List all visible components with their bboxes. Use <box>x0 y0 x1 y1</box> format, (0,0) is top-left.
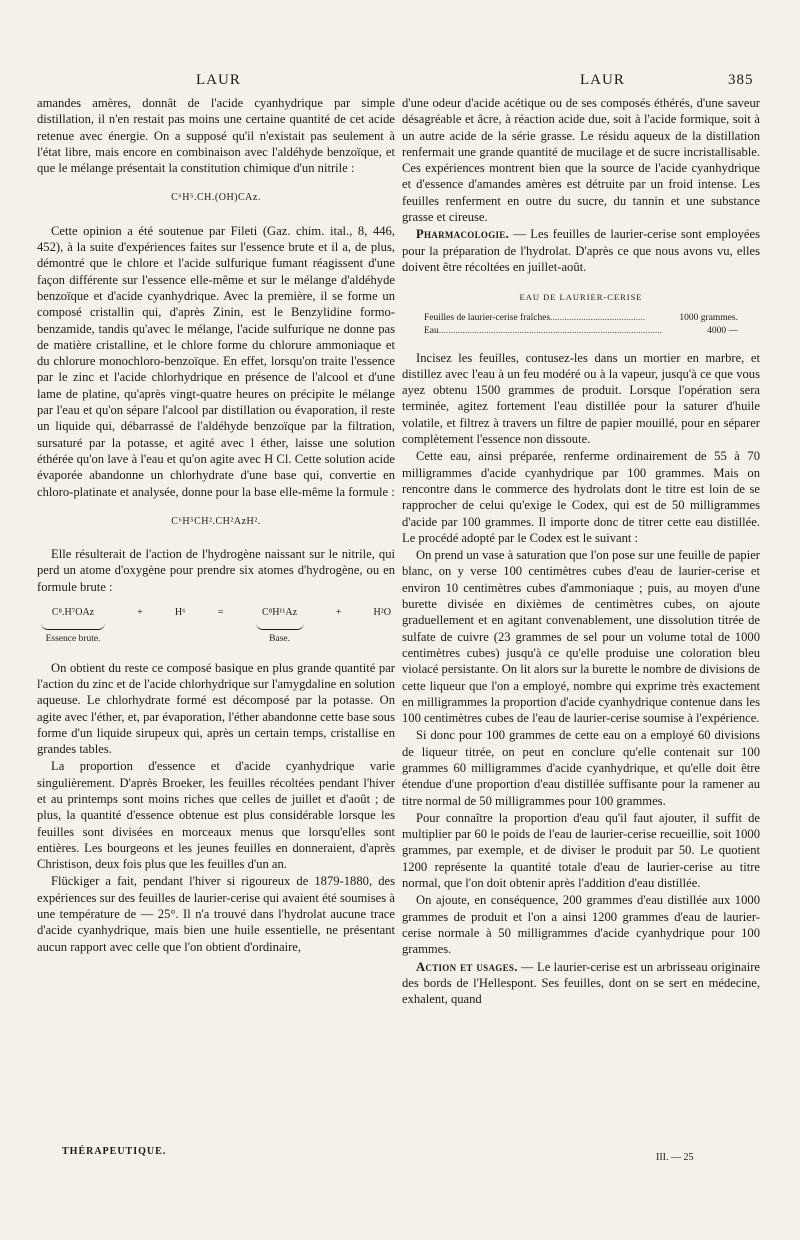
recipe-title: EAU DE LAURIER-CERISE <box>519 292 643 303</box>
ingredient-quantity: 4000 — <box>707 325 738 336</box>
footer-volume-mark: III. — 25 <box>656 1152 694 1163</box>
section-paragraph <box>402 959 760 1008</box>
reaction-equation <box>41 605 391 648</box>
recipe-row <box>424 325 738 338</box>
section-paragraph <box>402 226 760 275</box>
underbrace <box>256 623 304 630</box>
reactant-formula: H⁶ <box>174 607 186 619</box>
paragraph-text: — Le laurier-cerise est un arbrisseau originaire des bords de l'Hellespont. Ses feuilles, dont on se sert en médecine, exhalent, quand <box>402 959 760 1007</box>
right-column <box>402 95 760 1008</box>
equation-caption: Base. <box>269 634 290 645</box>
paragraph: On prend un vase à saturation que l'on pose sur une feuille de papier blanc, on y verse 100 centimètres cubes d'eau de laurier-cerise et environ 10 centimètres cubes d'ammoniaque ; puis, au moyen d'une burette divisée en dixièmes de centimètres cubes, on ajoute graduellement et en agitant convenablement, une dissolution titrée de sulfate de cuivre (23 grammes de sel pour un volume total de 1000 centimètres cubes) jusqu'à ce qu'elle produise une coloration bleu violacé persistante. On lit alors sur la burette le nombre de divisions de cette liqueur que l'on a employé, nombre qui exprime très exactement en milligrammes la proportion d'acide cyanhydrique contenue dans les 100 centimètres cubes de l'eau de laurier-cerise soumise à l'expérience. <box>402 548 760 726</box>
paragraph: Pour connaître la proportion d'eau qu'il faut ajouter, il suffit de multiplier par 60 le poids de l'eau de laurier-cerise recueillie, soit 1000 grammes, par exemple, et de diviser le produit par 50. Le quotient 1200 représente la quantité totale d'eau de laurier-cerise au titre normal, que l'on doit obtenir après l'addition d'eau distillée. <box>402 810 760 891</box>
plus-sign: + <box>335 607 342 619</box>
equation-term <box>256 605 304 648</box>
paragraph: La proportion d'essence et d'acide cyanhydrique varie singulièrement. D'après Broeker, les feuilles récoltées pendant l'hiver et au printemps sont moins riches que celles de juillet et d'août ; de plus, la quantité d'essence obtenue est plus considérable lorsque les feuilles sont divisées en morceaux menus que lorsqu'elles sont entières. Les bourgeons et les jeunes feuilles en donneraient, d'après Christison, deux fois plus que les feuilles d'un an. <box>37 759 395 872</box>
underbrace <box>41 623 105 630</box>
product-formula: C⁸H¹¹Az <box>262 607 298 619</box>
equation-term <box>41 605 105 648</box>
section-heading: Pharmacologie. <box>416 227 510 242</box>
product-formula: H²O <box>373 607 391 619</box>
leader-dots: .............................................................................................. <box>438 325 663 336</box>
paragraph: On obtient du reste ce composé basique en plus grande quantité par l'action du zinc et de l'acide chlorhydrique sur l'amygdaline en solution aqueuse. Le chlorhydrate formé est décomposé par la potasse. On agite avec l'éther, et, par évaporation, l'éther abandonne cette base sous forme d'un liquide sirupeux qui, après un certain temps, cristallise en grandes tables. <box>37 660 395 757</box>
paragraph: Flückiger a fait, pendant l'hiver si rigoureux de 1879-1880, des expériences sur des feuilles de laurier-cerise qui avaient été soumises à une température de — 25°. Il n'a trouvé dans l'hydrolat aucune trace d'acide cyanhydrique, mais bien une huile essentielle, ne présentant aucun rapport avec celle que l'on obtient d'ordinaire, <box>37 874 395 954</box>
section-heading: Action et usages. <box>416 959 518 974</box>
paragraph: d'une odeur d'acide acétique ou de ses composés éthérés, d'une saveur désagréable et âcre, à réaction acide due, soit à l'acide formique, soit à un autre acide de la série grasse. Le résidu aqueux de la distillation renfermait une grande quantité de mucilage et de sucre incristallisable. Ces expériences montrent bien que la source de l'acide cyanhydrique et d'essence d'amandes amères est détruite par un froid intense. Les feuilles renferment en outre du sucre, du tannin et une substance grasse et cireuse. <box>402 96 760 225</box>
recipe-row <box>424 312 738 325</box>
equation-caption: Essence brute. <box>45 634 101 645</box>
page-number: 385 <box>728 72 754 88</box>
chemical-formula: C⁶H⁵CH².CH²AzH². <box>171 515 261 527</box>
paragraph: amandes amères, donnât de l'acide cyanhydrique par simple distillation, il n'en restait pas moins une certaine quantité de cet acide retenue avec énergie. On a supposé qu'il n'existait pas seulement à l'état libre, mais encore en combinaison avec l'aldéhyde benzoïque, et que le mélange présentait la constitution chimique d'un nitrile : <box>37 96 395 176</box>
chemical-formula: C⁶H⁵.CH.(OH)CAz. <box>171 192 261 204</box>
equals-sign: = <box>217 607 224 619</box>
ingredient-name: Feuilles de laurier-cerise fraîches <box>424 312 551 323</box>
paragraph: Elle résulterait de l'action de l'hydrogène naissant sur le nitrile, qui perd un atome d'oxygène pour prendre six atomes d'hydrogène, ou en formule brute : <box>37 547 395 594</box>
running-head-left: LAUR <box>196 72 241 88</box>
paragraph: Cette opinion a été soutenue par Fileti (Gaz. chim. ital., 8, 446, 452), à la suite d'expériences faites sur l'essence brute et il a, de plus, démontré que le chlore et l'acide sulfurique fumant réagissent d'une façon différente sur l'essence elle-même et sur le mélange d'aldéhyde benzoïque et d'acide cyanhydrique. Avec la première, il se forme un composé cristallin qui, d'après Zinin, est le Benzylidine formo-benzamide, tandis qu'avec le mélange, l'acide sulfurique ne donne pas de matière cristalline, et le chlore forme du chlorure ammoniaque et du chlorure monochloro-benzoïque. En effet, lorsqu'on traite l'essence par le zinc et l'acide chlorhydrique en présence de l'alcool et d'une lame de platine, qu'après vingt-quatre heures on précipite le mélange par l'eau et qu'on sépare l'alcool par distillation ou évaporation, il reste un liquide qui, débarrassé de l'aldéhyde benzoïque par la filtration, sursaturé par la potasse, et agité avec l éther, laisse une solution éthérée qu'on lave à l'eau et qu'on agite avec H Cl. Cette solution acide évaporée abandonne un chlorhydrate d'une base qui, convertie en chloro-platinate et analysée, donne pour la base elle-même la formule : <box>37 223 395 499</box>
paragraph-text: — Les feuilles de laurier-cerise sont employées pour la préparation de l'hydrolat. D'après ce que nous avons vu, elles doivent être récoltées en juillet-août. <box>402 227 761 274</box>
running-head-right: LAUR <box>580 72 625 88</box>
plus-sign: + <box>137 607 143 619</box>
paragraph: Incisez les feuilles, contusez-les dans un mortier en marbre, et distillez avec l'eau à un feu modéré ou à la vapeur, jusqu'à ce que vous ayez obtenu 1500 grammes de produit. Lorsque l'opération sera terminée, agitez fortement l'eau distillée pour la saturer d'huile volatile, et filtrez à travers un filtre de papier mouillé, pour en séparer complètement l'essence non dissoute. <box>402 350 760 447</box>
reactant-formula: C⁸.H⁷OAz <box>51 607 95 619</box>
leader-dots: ........................................ <box>550 312 646 323</box>
paragraph: On ajoute, en conséquence, 200 grammes d'eau distillée aux 1000 grammes de produit et l'on a ainsi 1200 grammes d'eau de laurier-cerise normale à 50 milligrammes d'acide cyanhydrique pour 100 grammes. <box>402 893 760 957</box>
footer-signature: THÉRAPEUTIQUE. <box>62 1146 167 1157</box>
recipe-table <box>424 312 738 338</box>
ingredient-name: Eau <box>424 325 439 336</box>
paragraph: Si donc pour 100 grammes de cette eau on a employé 60 divisions de liqueur titrée, on peut en conclure qu'elle contenait sur 100 grammes 60 milligrammes d'acide cyanhydrique, et qu'elle doit être étendue d'une proportion d'eau distillée suffisante pour la ramener au titre normal de 50 milligrammes pour 100 grammes. <box>402 728 760 808</box>
left-column <box>37 95 395 956</box>
ingredient-quantity: 1000 grammes. <box>679 312 738 323</box>
paragraph: Cette eau, ainsi préparée, renferme ordinairement de 55 à 70 milligrammes d'acide cyanhydrique par 100 grammes. Mais on rencontre dans le commerce des hydrolats dont le titre est loin de se rapprocher de celui qu'exige le Codex, qui est de 50 milligrammes d'acide par 100 grammes. Il importe donc de titrer cette eau distillée. Le procédé adopté par le Codex est le suivant : <box>402 449 760 545</box>
